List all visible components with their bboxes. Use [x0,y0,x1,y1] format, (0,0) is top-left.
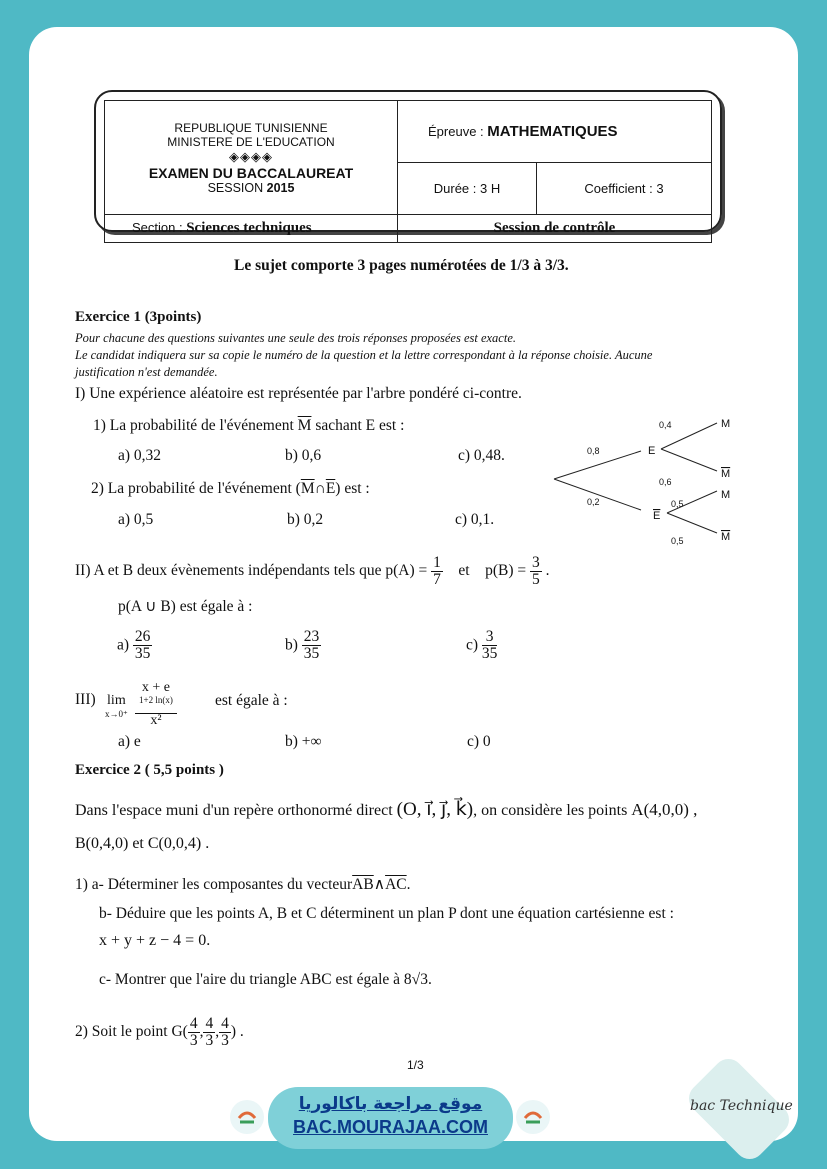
q1a-wedge: ∧ [373,876,386,893]
site-link[interactable] [268,1087,513,1149]
pA-fraction [431,555,443,589]
ex2-title: Exercice 2 ( 5,5 points ) [75,762,224,778]
lim-word: lim [107,693,126,708]
opt-a-den: 35 [134,645,151,663]
opt-a-fraction [133,629,153,663]
session-label: SESSION [207,180,264,195]
part2-line [75,551,549,591]
q3-option-b: b) +∞ [285,733,322,750]
G-z [219,1016,231,1050]
ex1-note3: justification n'est demandée. [75,365,218,379]
ex2-intro1: Dans l'espace muni d'un repère orthonormé direct [75,802,393,819]
branch-E-Mbar [661,449,717,471]
tree-p-E-Mbar: 0,6 [659,477,672,487]
exam-sheet [29,27,798,1141]
q-union-option-a [117,629,152,663]
opt-c-den: 35 [481,645,498,663]
tree-p-Ebar: 0,2 [587,497,600,507]
section-cell [105,215,398,243]
site-arabic-name[interactable]: موقع مراجعة باكالوريا [298,1094,483,1114]
q1-text [93,417,404,435]
limit-num-base: x + e [141,680,170,695]
epreuve-value: MATHEMATIQUES [487,123,618,140]
q3-option-c: c) 0 [467,733,491,750]
ex2-q1a [75,875,411,894]
q2-pre-text: 2) Soit le point [75,1023,168,1040]
limit-den: x² [150,713,162,729]
probability-tree [549,407,749,546]
opt-c-num: 3 [482,629,498,646]
ministry: MINISTERE DE L'EDUCATION [167,134,335,149]
G-x-den: 3 [189,1031,198,1049]
right-logo-graphic [516,1100,550,1134]
ornament: ◈◈◈◈ [229,148,273,164]
header-table [104,100,712,243]
opt-b-den: 35 [303,645,320,663]
session-type: Session de contrôle [398,215,712,243]
ex2-q2: 2) Soit le point G( $\frac{4}{3}$ , $\frac{4}{3}$ , $\frac{4}{3}$ ) . [75,1014,244,1049]
tree-leaf-M3: M [721,489,731,501]
tree-p-Ebar-M: 0,5 [671,499,684,509]
q1a-dot: . [406,876,411,893]
G-z-num: 4 [221,1014,229,1032]
G-label: G( [171,1023,188,1040]
pB-label: p(B) = [485,562,527,579]
q2-cap: ∩ [314,480,326,497]
opt-c-label: c) [466,636,479,654]
q1-post: sachant E est : [315,417,405,434]
G-x-num: 4 [189,1014,198,1032]
ex2-q1b: b- Déduire que les points A, B et C déterminent un plan P dont une équation cartésienne est : [99,905,674,922]
opt-b-label: b) [285,636,298,654]
ex2-q1c: c- Montrer que l'aire du triangle ABC est égale à 8√3. [99,971,432,988]
right-logo-icon [516,1100,550,1134]
G-y-den: 3 [205,1031,214,1049]
G-y [203,1016,215,1050]
q1-event: $\overline{M}$ [297,417,312,434]
q1a-pre: 1) a- Déterminer les composantes du vecteur [75,876,353,893]
ex2-intro [75,798,697,821]
left-logo-icon [230,1100,264,1134]
opt-b-num: 23 [303,628,320,645]
q2-pre: 2) La probabilité de l'événement [91,480,292,497]
tree-branches [554,423,717,533]
G-z-den: 3 [221,1031,229,1049]
pages-note: Le sujet comporte 3 pages numérotées de 1/3 à 3/3. [234,257,569,274]
tree-leaf-M1: M [721,418,731,430]
limit-post: est égale à : [215,692,288,709]
q2-close: ) [335,480,341,497]
pA-label: p(A) = [385,562,428,579]
lim-sub: x→0⁺ [105,709,128,719]
q1-option-a: a) 0,32 [118,447,162,464]
ex2-pointA: A(4,0,0) , [631,800,698,819]
tree-p-E-M: 0,4 [659,420,672,430]
q2-option-c: c) 0,1. [455,511,495,528]
opt-a-num: 26 [134,628,151,645]
ex1-part1: I) Une expérience aléatoire est représentée par l'arbre pondéré ci-contre. [75,385,522,402]
ex2-frame: (O, i⃗, j⃗, k⃗) [396,799,474,820]
ex2-intro2: , on considère les points [473,802,628,819]
left-logo-graphic [230,1100,264,1134]
ex1-title: Exercice 1 (3points) [75,309,202,325]
tree-p-E: 0,8 [587,446,600,456]
country: REPUBLIQUE TUNISIENNE [174,120,328,135]
q2-option-b: b) 0,2 [287,511,324,528]
page-number: 1/3 [407,1058,424,1072]
coefficient: Coefficient : 3 [537,163,712,215]
session-line [105,181,397,195]
tree-leaf-M2: M [721,468,731,480]
ex1-note1: Pour chacune des questions suivantes une seule des trois réponses proposées est exacte. [75,331,516,345]
limit-frac-body [135,681,177,729]
duree: Durée : 3 H [398,163,537,215]
ex2-pointsBC: B(0,4,0) et C(0,0,4) . [75,835,210,852]
part3-label: III) [75,691,96,708]
pB-fraction [530,555,542,589]
q2-option-a: a) 0,5 [118,511,154,528]
q3-option-a: a) e [118,733,141,750]
bac-technique-text: bac Technique [690,1098,793,1114]
pB-dot: . [545,562,550,579]
institution-cell [105,101,398,215]
q1a-vec2: $\overline{AC}$ [385,876,407,893]
G-y-num: 4 [205,1014,214,1032]
pA-num: 1 [433,553,441,571]
q1-option-b: b) 0,6 [285,447,322,464]
union-question: p(A ∪ B) est égale à : [118,598,253,615]
pB-num: 3 [531,553,540,571]
site-url[interactable]: BAC.MOURAJAA.COM [293,1117,488,1137]
q2-E: $\overline{E}$ [325,480,336,497]
et: et [458,562,470,579]
opt-c-fraction [482,629,498,663]
q-union-option-b [285,629,321,663]
tree-node-Ebar: E [653,510,661,522]
epreuve-cell [398,101,712,163]
q2-text [91,480,370,498]
exam-header [94,90,722,236]
q-union-option-c [466,629,497,663]
G-close: ) . [230,1023,244,1040]
limit-num-exp: 1+2 ln(x) [139,694,173,705]
ex2-equation: x + y + z − 4 = 0. [99,932,211,949]
tree-leaf-M4: M [721,531,731,543]
section-value: Sciences techniques [186,220,312,236]
branch-Ebar-Mbar [667,513,717,533]
epreuve-label: Épreuve : [428,124,484,139]
pB-den: 5 [531,570,540,588]
q1-option-c: c) 0,48. [458,447,505,464]
q1a-vec1: $\overline{AB}$ [352,876,374,893]
part2-text: II) A et B deux évènements indépendants tels que [75,562,382,579]
limit-fraction [135,681,177,729]
G-x [188,1016,200,1050]
pA-den: 7 [433,570,441,588]
q1-pre: 1) La probabilité de l'événement [93,417,294,434]
ex1-note2: Le candidat indiquera sur sa copie le numéro de la question et la lettre correspondant à la réponse choisie. Aucune [75,348,653,362]
exam-title: EXAMEN DU BACCALAUREAT [148,164,354,181]
limit-num [135,681,177,714]
tree-p-Ebar-Mbar: 0,5 [671,536,684,546]
section-label: Section : [132,220,183,235]
opt-b-fraction [302,629,322,663]
opt-a-label: a) [117,636,130,654]
tree-node-E: E [648,445,656,457]
q2-open: ( [295,480,301,497]
limit-operator [105,694,128,719]
q2-post: est : [344,480,370,497]
q2-M: $\overline{M}$ [300,480,315,497]
session-year: 2015 [266,180,295,195]
